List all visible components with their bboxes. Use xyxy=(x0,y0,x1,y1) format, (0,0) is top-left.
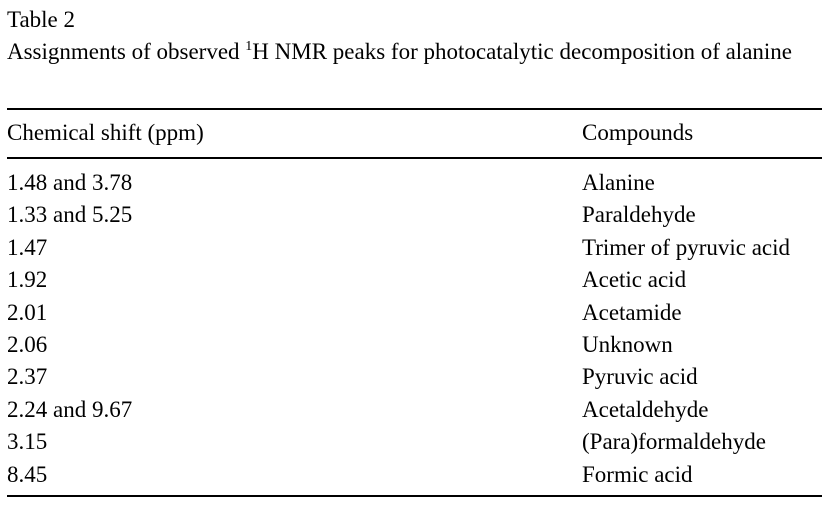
cell-chemical-shift: 2.01 xyxy=(7,299,48,325)
cell-compound: Pyruvic acid xyxy=(582,364,698,390)
cell-compound: Trimer of pyruvic acid xyxy=(582,234,791,260)
table-row xyxy=(0,394,827,426)
table-title xyxy=(7,36,822,68)
cell-compound: Acetic acid xyxy=(582,267,687,293)
cell-chemical-shift: 1.92 xyxy=(7,267,48,293)
table-body xyxy=(0,167,827,491)
table-row xyxy=(0,329,827,361)
cell-compound: (Para)formaldehyde xyxy=(582,429,766,455)
cell-compound: Formic acid xyxy=(582,461,693,487)
table-row xyxy=(0,426,827,458)
cell-chemical-shift: 2.06 xyxy=(7,331,48,357)
cell-chemical-shift: 2.37 xyxy=(7,364,48,390)
cell-compound: Paraldehyde xyxy=(582,202,696,228)
cell-chemical-shift: 1.47 xyxy=(7,234,48,260)
bottom-rule xyxy=(7,495,822,497)
table-row xyxy=(0,232,827,264)
table-row xyxy=(0,167,827,199)
cell-chemical-shift: 8.45 xyxy=(7,461,48,487)
cell-compound: Acetamide xyxy=(582,299,682,325)
table-label: Table 2 xyxy=(7,7,76,32)
title-text-start: Assignments of observed xyxy=(7,39,246,64)
title-text-end: H NMR peaks for photocatalytic decomposition of alanine xyxy=(252,39,793,64)
table-row xyxy=(0,459,827,491)
table-caption xyxy=(7,4,822,68)
table-row xyxy=(0,264,827,296)
table-row xyxy=(0,199,827,231)
cell-chemical-shift: 1.33 and 5.25 xyxy=(7,202,133,228)
cell-compound: Acetaldehyde xyxy=(582,396,709,422)
header-rule xyxy=(7,157,822,159)
cell-chemical-shift: 1.48 and 3.78 xyxy=(7,170,133,195)
table-row xyxy=(0,361,827,393)
cell-compound: Alanine xyxy=(582,170,655,195)
title-superscript: 1 xyxy=(245,39,253,54)
header-compounds: Compounds xyxy=(582,120,694,145)
cell-compound: Unknown xyxy=(582,331,673,357)
cell-chemical-shift: 2.24 and 9.67 xyxy=(7,396,133,422)
header-chemical-shift: Chemical shift (ppm) xyxy=(7,120,204,145)
top-rule xyxy=(7,108,822,110)
table-header-row xyxy=(0,116,827,150)
table-row xyxy=(0,297,827,329)
cell-chemical-shift: 3.15 xyxy=(7,429,48,455)
